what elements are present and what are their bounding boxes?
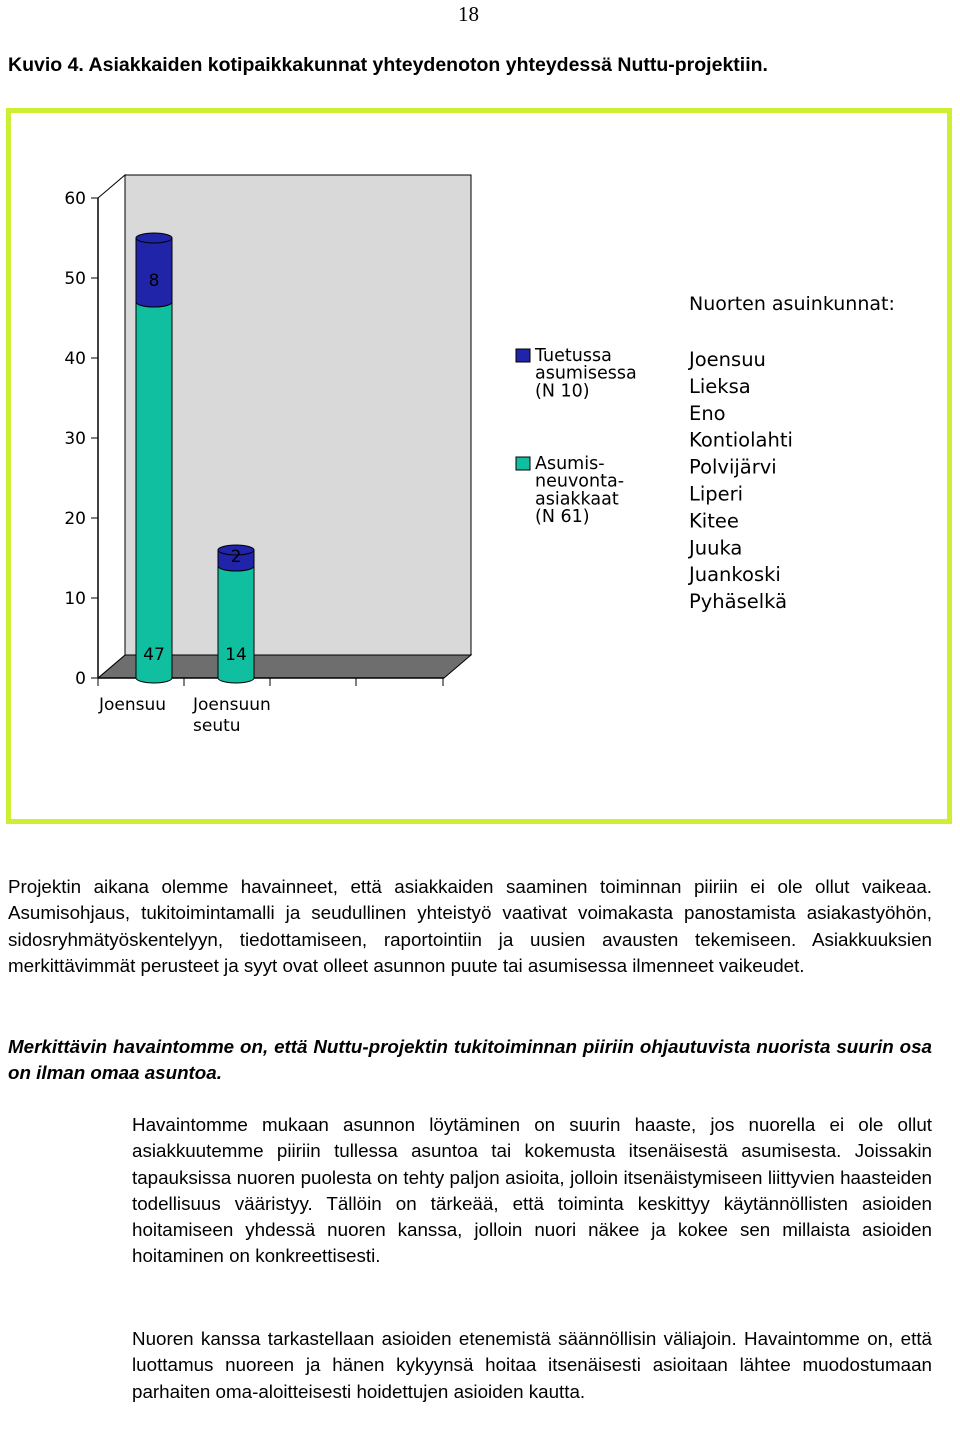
side-list-item: Juuka	[689, 536, 743, 560]
side-list-item: Pyhäselkä	[689, 590, 788, 614]
side-list-item: Juankoski	[689, 563, 781, 587]
paragraph-1: Projektin aikana olemme havainneet, että asiakkaiden saaminen toiminnan piiriin ei ole ollut vaikeaa. Asumisohjaus, tukitoimintamalli ja seudullinen yhteistyö vaativat voimakasta panostamista asiakastyöhön, sidosryhmätyöskentelyyn, tiedottamiseen, raportointiin ja uusien avausten tekemiseen. Asiakkuuksien merkittävimmät perusteet ja syyt ovat olleet asunnon puute tai asumisessa ilmenneet vaikeudet.	[8, 876, 932, 976]
legend-label: asumisessa	[535, 363, 637, 384]
legend-swatch	[516, 349, 530, 362]
bar-segment-top	[136, 233, 172, 243]
bar-segment	[218, 566, 254, 683]
bar-value-label: 47	[143, 645, 165, 665]
x-category-label: seutu	[193, 716, 241, 736]
side-list-item: Joensuu	[689, 348, 766, 371]
page-number: 18	[458, 2, 479, 26]
x-category-label: Joensuu	[99, 695, 167, 715]
y-tick-label: 50	[64, 269, 86, 289]
bar-value-label: 2	[230, 547, 242, 567]
paragraph-4: Nuoren kanssa tarkastellaan asioiden etenemistä säännöllisin väliajoin. Havaintomme on, että luottamus nuoreen ja hänen kykyynsä hoitaa itsenäisesti asioitaan lähtee muodostumaan parhaiten oma-aloitteisesti hoidettujen asioiden kautta.	[132, 1328, 932, 1402]
paragraph-3: Havaintomme mukaan asunnon löytäminen on suurin haaste, jos nuorella ei ole ollut asiakkuutemme piiriin tullessa asuntoa tai kokemusta itsenäisestä asumisesta. Joissakin tapauksissa nuoren puolesta on tehty paljon asioita, jolloin itsenäistymiseen liittyvien haasteiden todellisuus vääristyy. Tällöin on tärkeää, että toiminta keskittyy käytännöllisten asioiden hoitamiseen yhdessä nuoren kanssa, jolloin nuori näkee ja kokee sen millaista asioiden hoitaminen on konkreettisesti.	[132, 1114, 932, 1267]
y-tick-label: 0	[75, 669, 86, 689]
side-list-item: Kitee	[689, 509, 739, 533]
y-tick-label: 10	[64, 589, 86, 609]
bar-value-label: 14	[225, 645, 247, 665]
figure-caption: Kuvio 4. Asiakkaiden kotipaikkakunnat yhteydenoton yhteydessä Nuttu-projektiin.	[8, 54, 768, 76]
chart-side-wall	[98, 175, 125, 678]
legend-label: (N 61)	[535, 507, 590, 528]
legend-label: asiakkaat	[535, 489, 619, 510]
legend-label: Asumis-	[535, 454, 605, 474]
y-tick-label: 40	[64, 349, 86, 369]
chart-frame	[6, 108, 952, 824]
legend-label: Tuetussa	[535, 346, 612, 366]
bar-value-label: 8	[148, 271, 160, 291]
side-list-item: Lieksa	[689, 374, 751, 398]
legend-swatch	[516, 457, 530, 470]
side-list-title: Nuorten asuinkunnat:	[689, 293, 895, 315]
legend-label: neuvonta-	[535, 471, 625, 492]
paragraph-highlight: Merkittävin havaintomme on, että Nuttu-projektin tukitoiminnan piiriin ohjautuvista nuorista suurin osa on ilman omaa asuntoa.	[8, 1036, 932, 1084]
side-list-item: Kontiolahti	[689, 428, 793, 452]
y-tick-label: 20	[64, 509, 86, 529]
y-tick-label: 60	[64, 189, 86, 209]
side-list-item: Eno	[689, 401, 726, 425]
y-tick-label: 30	[64, 429, 86, 449]
legend-label: (N 10)	[535, 381, 590, 402]
bar-segment	[136, 302, 172, 683]
chart-back-wall	[125, 175, 471, 655]
side-list-item: Liperi	[689, 482, 744, 506]
bar-chart	[11, 113, 937, 809]
side-list-item: Polvijärvi	[689, 455, 777, 479]
x-category-label: Joensuun	[193, 695, 271, 715]
